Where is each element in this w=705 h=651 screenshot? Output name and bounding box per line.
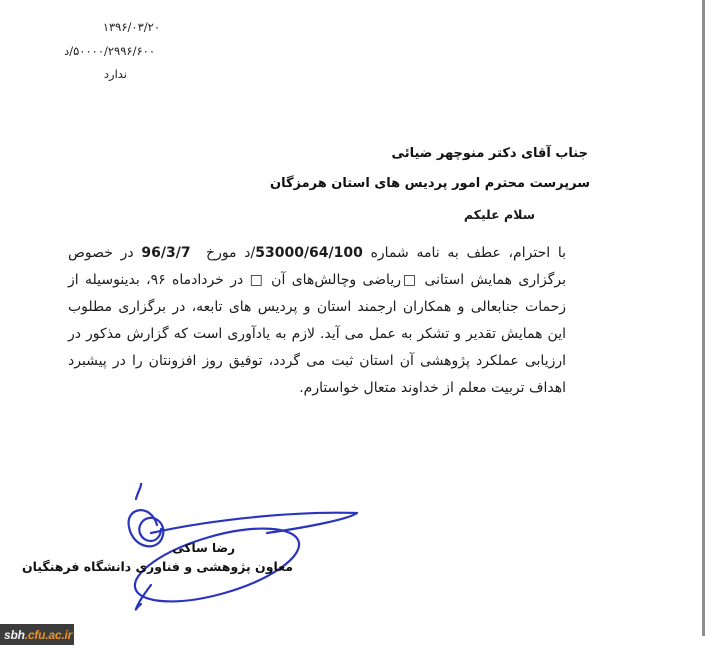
signatory-name: رضا ساکی (172, 541, 235, 555)
salutation: سلام علیکم (463, 207, 535, 222)
signature-ink (105, 483, 395, 613)
signatory-title: معاون پژوهشی و فناوری دانشگاه فرهنگیان (21, 559, 293, 574)
signature-flourish (151, 513, 357, 533)
letter-date: ۱۳۹۶/۰۳/۲۰ (102, 20, 160, 34)
letter-body (68, 240, 566, 402)
watermark-bar (0, 624, 74, 645)
signature-tail (136, 585, 151, 610)
body-segment: با احترام، عطف به نامه شماره (362, 245, 566, 261)
letter-ref-number: ۵۰۰۰۰/۲۹۹۶/۶۰۰/د (64, 44, 155, 58)
recipient-name: جناب آقای دکتر منوچهر ضیائی (391, 146, 588, 161)
body-segment: /د مورخ (190, 245, 256, 261)
signature-tick (136, 483, 141, 499)
watermark-domain: .cfu.ac.ir (24, 627, 73, 642)
letter-attachment: ندارد (103, 67, 127, 81)
signature-knot (129, 510, 164, 546)
body-ref-number: 53000/64/100 (255, 245, 363, 261)
recipient-title: سرپرست محترم امور پردیس های استان هرمزگان (269, 176, 590, 191)
body-segment: در خصوص برگزاری همایش استانی □ریاضی وچالش‌های آن □ در خردادماه ۹۶، بدینوسیله از زحمات جنابعالی و همکاران ارجمند استان و پردیس های تابعه، در برگزاری مطلوب این همایش تقدیر و تشکر به عمل می آید. لازم به یادآوری است که گزارش مذکور در ارزیابی عملکرد پژوهشی آن استان ثبت می گردد، توفیق روز افزونتان را در پیشبرد اهداف تربیت معلم از خداوند متعال خواستارم. (68, 245, 566, 396)
body-date-number: 96/3/7 (141, 245, 191, 261)
watermark-prefix: sbh (4, 627, 25, 642)
